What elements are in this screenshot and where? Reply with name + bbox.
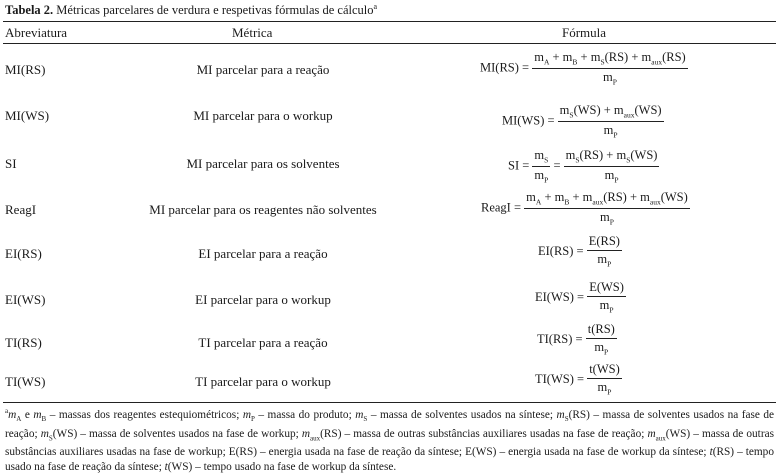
numerator: $m_A + m_B + m_{aux}(RS) + m_{aux}(WS)$ xyxy=(526,190,688,207)
table-row xyxy=(0,232,779,278)
header-metric: Métrica xyxy=(232,25,273,40)
footnote-text: (WS) – tempo usado na fase de workup da síntese. xyxy=(167,460,397,473)
table-row xyxy=(0,140,779,186)
fraction xyxy=(532,50,688,86)
formula-si xyxy=(508,148,779,184)
formula-ti-rs xyxy=(537,322,779,357)
numerator: $m_A + m_B + m_S(RS) + m_{aux}(RS)$ xyxy=(534,50,686,67)
row-abbr: EI(RS) xyxy=(5,246,42,261)
formula-mi-ws xyxy=(502,103,779,139)
row-abbr: TI(RS) xyxy=(5,335,42,350)
row-metric: MI parcelar para os reagentes não solventes xyxy=(149,202,377,217)
row-abbr: TI(WS) xyxy=(5,374,46,389)
header-formula: Fórmula xyxy=(562,25,607,40)
table-row xyxy=(0,186,779,232)
fraction xyxy=(587,362,622,397)
row-abbr: MI(WS) xyxy=(5,108,50,123)
row-abbr: MI(RS) xyxy=(5,62,46,77)
formula-ei-rs xyxy=(538,234,779,269)
caption-note-mark: a xyxy=(373,2,378,11)
denominator: $m_P$ xyxy=(603,122,618,139)
denominator: $m_P$ xyxy=(600,209,614,226)
denominator: $m_P$ xyxy=(604,167,619,184)
footnote-mark: a xyxy=(5,407,9,415)
bottom-rule xyxy=(3,402,776,403)
row-metric: MI parcelar para os solventes xyxy=(186,156,340,171)
footnote-text: (RS) – massa de outras substâncias auxiliares usadas na fase de reação; xyxy=(320,427,645,440)
formula-lhs: ReagI = xyxy=(481,200,522,215)
numerator: $m_S(RS) + m_S(WS)$ xyxy=(565,148,658,165)
formula-lhs: TI(RS) = xyxy=(537,331,583,346)
formula-lhs: EI(WS) = xyxy=(535,289,585,304)
equals-sign: = xyxy=(553,158,561,173)
footnote-text: (RS) – massa de solventes usados na fase de reação; xyxy=(5,408,775,440)
row-abbr: ReagI xyxy=(5,202,37,217)
numerator: t(RS) xyxy=(586,322,617,339)
footnote-text: – massa do produto; xyxy=(258,408,352,421)
fraction xyxy=(558,103,664,139)
row-abbr: EI(WS) xyxy=(5,292,46,307)
table-label: Tabela 2. xyxy=(5,3,54,18)
fraction xyxy=(564,148,660,184)
table-row xyxy=(0,48,779,94)
numerator: E(WS) xyxy=(587,280,626,297)
formula-lhs: MI(WS) = xyxy=(502,113,555,128)
fraction xyxy=(586,322,617,357)
top-rule xyxy=(3,21,776,22)
numerator: t(WS) xyxy=(587,362,622,379)
numerator: $m_S(WS) + m_{aux}(WS)$ xyxy=(559,103,662,120)
denominator: $m_P$ xyxy=(597,252,612,269)
row-metric: EI parcelar para a reação xyxy=(198,246,328,261)
formula-ei-ws xyxy=(535,280,779,315)
row-metric: MI parcelar para o workup xyxy=(193,108,333,123)
fraction xyxy=(524,190,690,226)
denominator: $m_P$ xyxy=(599,298,614,315)
footnote-text: (WS) – massa de outras substâncias auxiliares usadas na fase de workup; E(RS) – energia usada na fase de reação da síntese; E(WS) – energia usada na fase de workup da síntese; xyxy=(5,427,774,459)
footnote-text: e xyxy=(24,408,30,421)
fraction xyxy=(532,148,550,184)
fraction xyxy=(587,280,626,315)
row-metric: TI parcelar para o workup xyxy=(195,374,331,389)
formula-lhs: SI = xyxy=(508,158,530,173)
table-caption xyxy=(5,2,377,18)
table-footnote: $^am_A$ e $m_B$ – massas dos reagentes estequiométricos; $m_P$ – massa do produto; $m_S$ – massa de solventes usados na síntese; $m_S(RS)$ – massa de solventes usados na fase de reação; $m_S(WS)$ – massa de solventes usados na fase de workup; $m_{aux}(RS)$ – massa de outras substâncias auxiliares usadas na fase de reação; $m_{aux}(WS)$ – massa de outras substâncias auxiliares usadas na fase de workup; E(RS) – energia usada na fase de reação da síntese; E(WS) – energia usada na fase de workup da síntese; t(RS) – tempo usado na fase de reação da síntese; t(WS) – tempo usado na fase de workup da síntese. xyxy=(5,407,775,473)
numerator: $m_S$ xyxy=(534,148,549,165)
footnote-text: – massas dos reagentes estequiométricos; xyxy=(49,408,240,421)
formula-ti-ws xyxy=(535,362,779,397)
formula-lhs: MI(RS) = xyxy=(480,60,530,75)
formula-reagi xyxy=(481,190,779,226)
footnote-text: – massa de solventes usados na síntese; xyxy=(370,408,554,421)
formula-lhs: TI(WS) = xyxy=(535,371,585,386)
row-metric: EI parcelar para o workup xyxy=(195,292,331,307)
denominator: $m_P$ xyxy=(597,380,612,397)
header-rule xyxy=(3,43,776,44)
caption-text: Métricas parcelares de verdura e respetivas fórmulas de cálculo xyxy=(56,3,374,18)
row-metric: MI parcelar para a reação xyxy=(196,62,330,77)
footnote-text: (RS) – tempo usado na fase de reação da síntese; xyxy=(5,446,774,473)
denominator: $m_P$ xyxy=(594,340,609,357)
table-row xyxy=(0,94,779,140)
row-metric: TI parcelar para a reação xyxy=(198,335,328,350)
fraction xyxy=(587,234,622,269)
table-row xyxy=(0,278,779,324)
formula-lhs: EI(RS) = xyxy=(538,243,584,258)
footnote-text: (WS) – massa de solventes usados na fase de workup; xyxy=(52,427,299,440)
row-abbr: SI xyxy=(5,156,17,171)
numerator: E(RS) xyxy=(587,234,622,251)
denominator: $m_P$ xyxy=(603,69,617,86)
denominator: $m_P$ xyxy=(534,167,549,184)
formula-mi-rs xyxy=(480,50,779,86)
header-abbr: Abreviatura xyxy=(5,25,68,40)
